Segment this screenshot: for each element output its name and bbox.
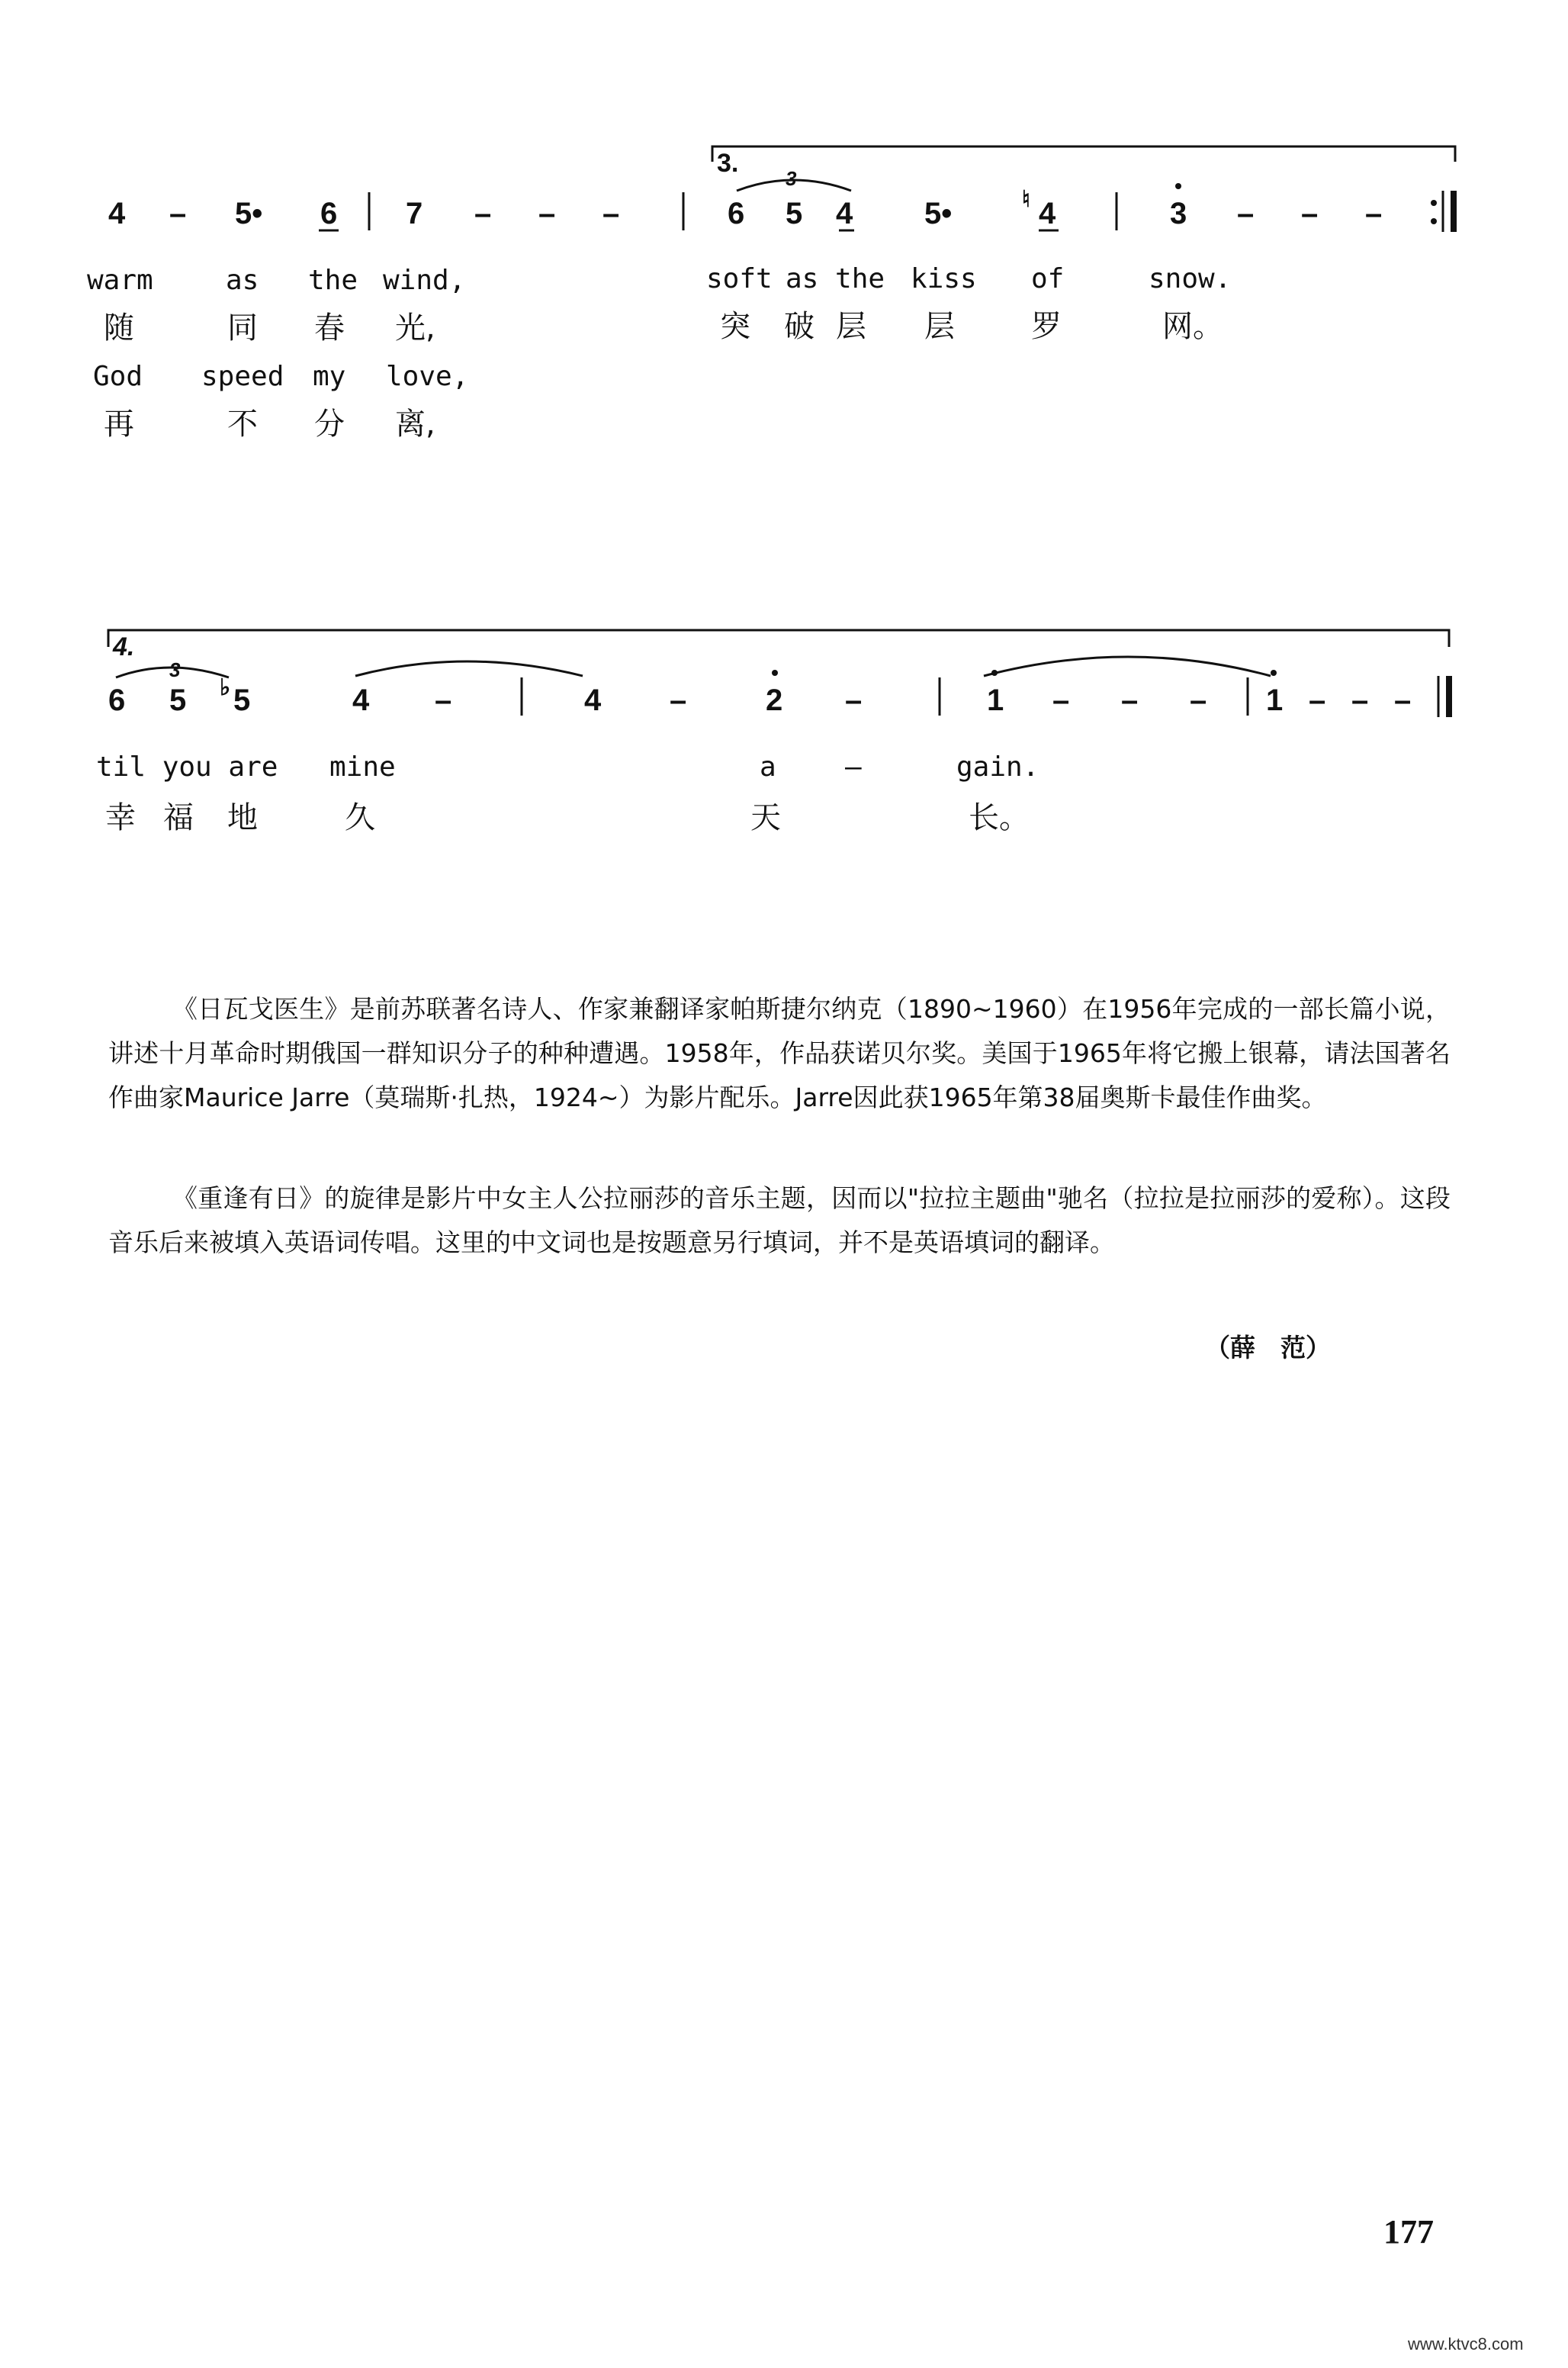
lyric-en: wind, [383,265,466,296]
lyric-cn: 随 [104,310,134,346]
tuplet-number: 3 [169,658,181,681]
tuplet-number: 3 [786,167,797,190]
lyric-en: – [845,751,862,783]
dash: – [435,684,452,717]
lyric-cn: 地 [227,800,258,835]
watermark: www.ktvc8.com [1408,2334,1524,2354]
lyric-cn: 突 [720,309,750,344]
lyric-en: speed [201,361,284,392]
author-credit: （薛 范） [1205,1333,1331,1363]
dash: – [1121,684,1139,717]
dash: – [1351,684,1369,717]
lyric-en: kiss [911,263,977,294]
volta-label-4: 4. [113,632,135,661]
note: 5 [786,197,803,230]
lyric-en: mine [329,751,396,783]
dash: – [1052,684,1070,717]
lyric-cn: 春 [314,310,345,346]
lyric-en: as the [786,263,885,294]
tie-slur [984,657,1271,676]
note: 4 [352,684,370,717]
dash: – [845,684,863,717]
lyric-cn: 长。 [969,800,1030,835]
lyric-cn: 分 [314,407,345,442]
octave-dot [772,670,778,676]
dash: – [1365,197,1383,230]
lyric-cn: 不 [227,407,258,442]
natural-sign: ♮ [1022,187,1030,212]
lyric-cn: 层 [836,309,866,344]
tie-slur [355,661,583,676]
lyric-cn: 光, [395,310,435,346]
note: 4 [836,197,853,230]
note: 6 [728,197,745,230]
lyric-cn: 同 [227,310,258,346]
lyric-en: love, [386,361,469,392]
dash: – [1309,684,1326,717]
volta-bracket-4 [108,630,1449,647]
flat-sign: ♭ [220,675,231,700]
lyric-cn: 破 [784,309,815,344]
note: 4 [584,684,602,717]
lyric-en: snow. [1149,263,1232,294]
dash: – [169,197,187,230]
lyric-en: warm [87,265,153,296]
lyric-en: the [308,265,358,296]
lyric-cn: 福 [163,800,194,835]
lyric-cn: 网。 [1162,309,1223,344]
note: 6 [108,684,126,717]
dash: – [670,684,687,717]
notes-paragraph-1: 《日瓦戈医生》是前苏联著名诗人、作家兼翻译家帕斯捷尔纳克（1890~1960）在1956年完成的一部长篇小说，讲述十月革命时期俄国一群知识分子的种种遭遇。1958年，作品获诺贝尔奖。美国于1965年将它搬上银幕，请法国著名作曲家Maurice Jarre（莫瑞斯·扎热，1924~）为影片配乐。Jarre因此获1965年第38届奥斯卡最佳作曲奖。 [108,994,1451,1112]
dash: – [1190,684,1207,717]
lyric-cn: 久 [345,800,375,835]
dash: – [1394,684,1412,717]
note: 4 [108,197,126,230]
octave-dot [991,670,998,676]
volta-label-3: 3. [717,149,739,178]
note: 1 [1266,684,1284,717]
lyric-en: of [1031,263,1065,294]
lyric-en: God [93,361,143,392]
note: 4 [1039,197,1056,230]
note: 5• [924,197,953,230]
note: 5 [233,684,251,717]
notes-paragraph-2: 《重逢有日》的旋律是影片中女主人公拉丽莎的音乐主题，因而以"拉拉主题曲"驰名（拉拉是拉丽莎的爱称）。这段音乐后来被填入英语词传唱。这里的中文词也是按题意另行填词，并不是英语填词的翻译。 [108,1183,1451,1257]
lyric-en: my [313,361,346,392]
note: 6 [320,197,338,230]
dash: – [602,197,620,230]
note: 5• [235,197,263,230]
lyric-en: a [760,751,776,783]
note: 2 [766,684,783,717]
dash: – [474,197,492,230]
lyric-cn: 再 [104,407,134,442]
lyric-cn: 离, [395,407,435,442]
lyric-en: soft [706,263,773,294]
note: 1 [987,684,1004,717]
note: 3 [1170,197,1187,230]
lyric-en: as [226,265,259,296]
lyric-cn: 罗 [1031,309,1062,344]
lyric-cn: 幸 [105,800,136,835]
dash: – [538,197,556,230]
lyric-cn: 天 [750,800,781,835]
lyric-cn: 层 [924,309,955,344]
octave-dot [1271,670,1277,676]
note: 5 [169,684,187,717]
page-number: 177 [1383,2213,1434,2251]
lyric-en: til you are [96,751,278,783]
note: 7 [406,197,423,230]
dash: – [1237,197,1255,230]
lyric-en: gain. [956,751,1039,783]
dash: – [1301,197,1319,230]
